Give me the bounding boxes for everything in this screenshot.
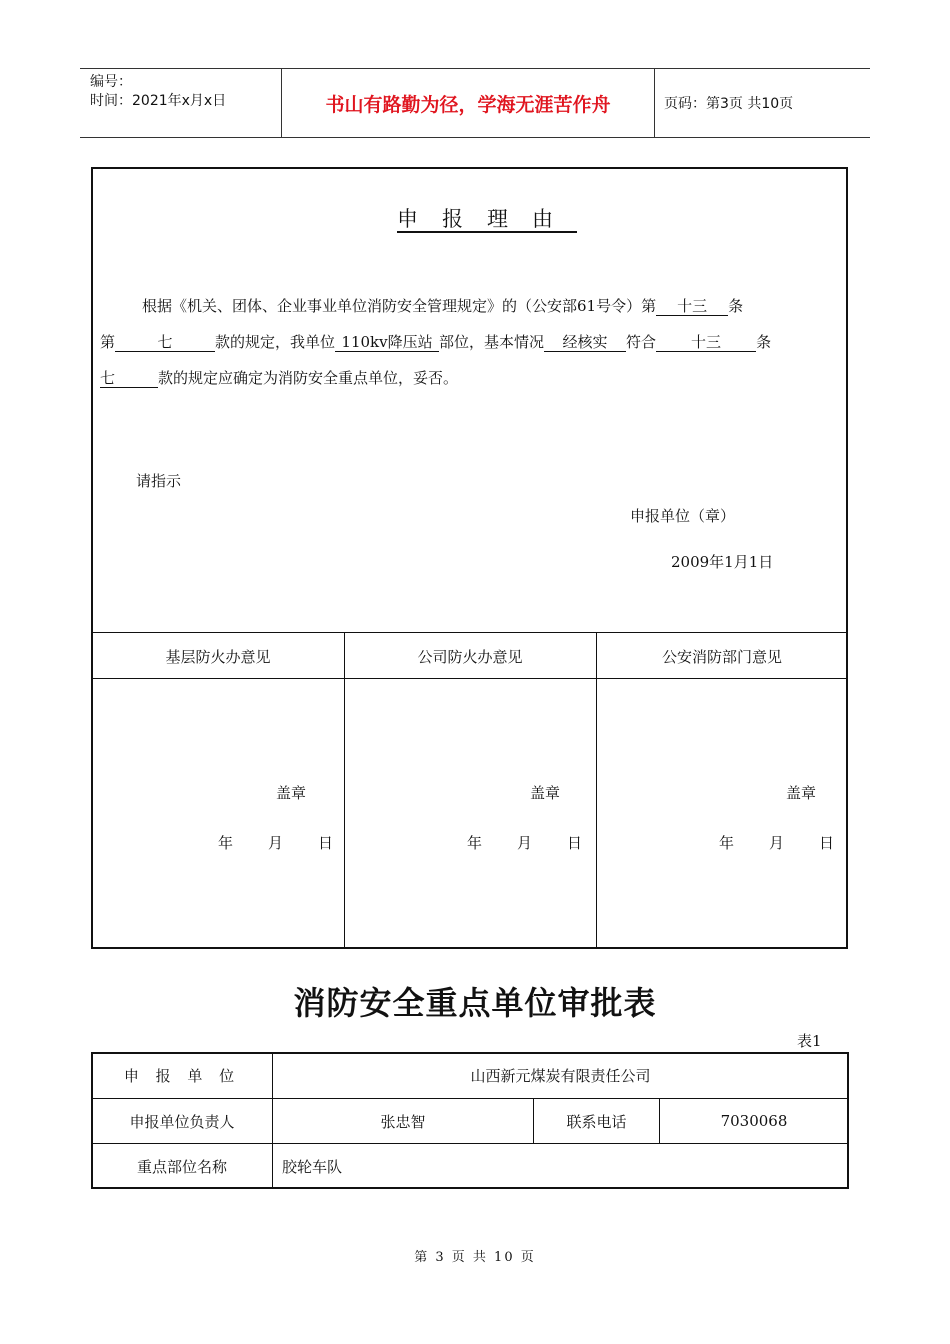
date-day-label: 日 — [567, 834, 583, 852]
header-motto: 书山有路勤为径，学海无涯苦作舟 — [325, 93, 611, 116]
basic-situation-field: 经核实 — [544, 333, 626, 352]
opinions-top-border — [92, 632, 848, 633]
article-number-field-2: 十三 — [656, 333, 756, 352]
seal-label: 盖章 — [276, 784, 307, 802]
unit-part-field: 110kv降压站 — [335, 333, 439, 352]
phone-label: 联系电话 — [566, 1112, 627, 1131]
person-label: 申报单位负责人 — [129, 1112, 235, 1131]
opinion-header-grassroots: 基层防火办意见 — [165, 648, 271, 666]
applicant-seal-label: 申报单位（章） — [630, 507, 736, 525]
clause-number-field-2: 七 — [100, 369, 158, 388]
key-part-label: 重点部位名称 — [136, 1157, 227, 1176]
seal-label: 盖章 — [530, 784, 561, 802]
date-year-label: 年 — [719, 834, 735, 852]
document-number-label: 编号： — [90, 74, 132, 90]
header-divider — [654, 69, 655, 137]
date-month-label: 月 — [268, 834, 284, 852]
date-year-label: 年 — [467, 834, 483, 852]
date-day-label: 日 — [318, 834, 334, 852]
unit-value: 山西新元煤炭有限责任公司 — [470, 1067, 651, 1085]
approval-form-title: 消防安全重点单位审批表 — [293, 984, 657, 1022]
opinion-header-company: 公司防火办意见 — [417, 648, 523, 666]
opinions-divider — [344, 632, 345, 949]
reason-line-3: 七 款的规定应确定为消防安全重点单位，妥否。 — [100, 369, 459, 387]
page-footer: 第 3 页 共 10 页 — [414, 1250, 536, 1265]
phone-value: 7030068 — [720, 1112, 788, 1130]
header-page-number: 页码：第3页 共10页 — [664, 96, 794, 112]
key-part-value: 胶轮车队 — [282, 1157, 343, 1176]
date-month-label: 月 — [769, 834, 785, 852]
application-title: 申报理由 — [397, 207, 577, 231]
date-day-label: 日 — [819, 834, 835, 852]
person-value: 张忠智 — [380, 1112, 426, 1131]
instruct-text: 请指示 — [136, 472, 182, 490]
unit-label: 申 报 单 位 — [123, 1067, 241, 1085]
application-date: 2009年1月1日 — [671, 553, 774, 571]
date-year-label: 年 — [218, 834, 234, 852]
article-number-field: 十三 — [656, 297, 728, 316]
clause-number-field: 七 — [115, 333, 215, 352]
reason-line-1: 根据《机关、团体、企业事业单位消防安全管理规定》的（公安部61号令）第 十三 条 — [142, 297, 744, 315]
opinion-header-police: 公安消防部门意见 — [661, 648, 782, 666]
document-time: 时间：2021年x月x日 — [90, 93, 227, 109]
opinions-divider — [596, 632, 597, 949]
opinions-header-border — [92, 678, 848, 679]
document-header — [80, 68, 870, 138]
header-meta — [90, 73, 226, 111]
date-month-label: 月 — [517, 834, 533, 852]
reason-line-2: 第 七 款的规定，我单位 110kv降压站 部位，基本情况 经核实 符合 十三 条 — [100, 333, 772, 351]
table-number: 表1 — [797, 1032, 822, 1050]
seal-label: 盖章 — [786, 784, 817, 802]
